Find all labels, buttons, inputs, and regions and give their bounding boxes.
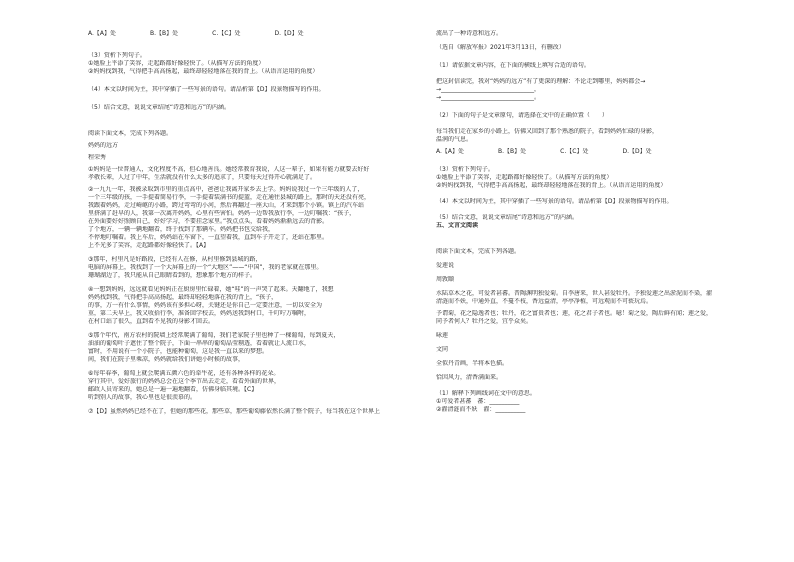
text-line: 重，第二天早上，我又收拾行李，准备回学校去，妈妈送我到村口，千叮咛万嘱咐，: [88, 310, 311, 317]
text-line: 一个三年级的孩，一手提着简易行李，一手提着装满书的提篮，走在通往县城的路上，那时的天还没有亮，: [88, 194, 371, 201]
poem-title: 爱莲说: [436, 262, 455, 269]
text-line: 里挤满了赶早的人，我第一次离开妈妈，心里有些害怕。妈妈一边帮我放行李，一边叮嘱我：“孩子，: [88, 210, 356, 217]
sub-poem-title: 咏莲: [436, 332, 449, 339]
classical-question-1: （1）解释下列画线词在文中的意思。: [436, 390, 536, 397]
right-question-2-body-2: 温润的气息。: [436, 136, 473, 143]
paragraph-3: [88, 256, 408, 280]
sub-poem-line: 全似丹青画，半将本色描。: [436, 360, 509, 367]
question-4: （4）本文以时间为主，其中穿插了一些写景的语句。请品析第【D】段景物描写的作用。: [88, 86, 325, 93]
classical-question-1-b[interactable]: ②濯清涟而不妖 濯：__________: [436, 406, 526, 413]
choice-d[interactable]: D.【D】处: [274, 30, 304, 37]
answer-blank-1[interactable]: →_______________________________，: [436, 86, 541, 93]
question-3-title: （3）赏析下列句子。: [88, 52, 146, 59]
choice-b[interactable]: B.【B】处: [498, 148, 527, 155]
text-line: ①妈妈是一位普通人，文化程度不高，但心地善良。她经常教育我说，人这一辈子，如果有能力就要去好好: [88, 166, 370, 173]
article-author: 程荣秀: [88, 154, 107, 161]
section-heading: 五、文言文阅读: [436, 222, 479, 229]
text-line: 富时，不用说有一个小院子，也能种葡萄，这是我一直以来的梦想。: [88, 348, 269, 355]
text-line: 油油的葡萄叶子遮住了整个院子，下面一串串的葡萄晶莹剔透，看着就让人流口水，: [88, 340, 311, 347]
classical-text-line: 予谓菊，花之隐逸者也；牡丹，花之富贵者也；莲，花之君子者也。噫！菊之爱，陶后鲜有闻；莲之爱，: [436, 310, 713, 317]
paragraph-5: [88, 332, 408, 364]
continued-text: 流出了一种诗意和远方。: [436, 30, 503, 37]
right-question-1: （1）请依据文章内容，在下面的横线上填写合适的语句。: [436, 62, 590, 69]
reading-intro: 阅读下面文本，完成下列各题。: [88, 130, 173, 137]
classical-text-line: 清涟而不妖，中通外直，不蔓不枝，香远益清，亭亭净植，可远观而不可亵玩焉。: [436, 298, 653, 305]
text-line: 电脑的屏幕上，我找到了一个大屏幕上的一个“大地区”——“中国”，我的老家就在那里。: [88, 264, 323, 271]
text-line: 珊瑚湖边了，我只能从自己眼睛看到的，想象那个地方的样子。: [88, 272, 257, 279]
text-line: 孝敬长辈，人过了中年，生活就没有什么太多的追求了，只要每天过得开心就满足了。: [88, 174, 317, 181]
classical-question-1-a[interactable]: ①可爱者甚蕃 蕃：__________: [436, 398, 520, 405]
text-line: 的事，万一有什么事情，妈妈该有多担心呀，关键还是你自己一定要注意，一切以安全为: [88, 302, 323, 309]
text-line: 邮政人员寄来的，她总是一遍一遍地翻看，仿佛身临其境。【C】: [88, 386, 258, 393]
classical-intro: 阅读下面文本，完成下列各题。: [436, 248, 521, 255]
right-question-4: （4）本文以时间为主，其中穿插了一些写景的语句。请品析第【D】段景物描写的作用。: [436, 198, 673, 205]
right-question-3-b: ②妈妈找到我，气得把手高高扬起，最终却轻轻地落在我的背上。（从语言运用的角度）: [436, 182, 667, 189]
paragraph-1-2: [88, 166, 408, 250]
text-line: ②一九九一年，我被录取到市里的重点高中，爸爸让我离开家乡去上学。妈妈说我过一个三年级的人了，: [88, 186, 364, 193]
choice-b[interactable]: B.【B】处: [150, 30, 179, 37]
classical-text-line: 同予者何人？牡丹之爱，宜乎众矣。: [436, 318, 533, 325]
text-line: ④一想到妈妈，远远就看见妈妈正在厨房里忙碌着，她“哇”的一声哭了起来。天翻地了，我想: [88, 286, 334, 293]
text-line: 听到别人的故事，我心里也是很羡慕的。: [88, 394, 197, 401]
source-note: （选自《解放军报》2021年3月13日，有删改）: [436, 44, 565, 51]
right-question-2-body-1: 每当我们走在家乡的小路上，仿佛又回到了那个熟悉的院子，看到妈妈忙碌的身影，: [436, 128, 659, 135]
sub-poem-line: 恰因风力，清香满面来。: [436, 374, 503, 381]
question-5: （5）结合文意，说说文章结尾“诗意和远方”的内涵。: [88, 104, 231, 111]
choice-a[interactable]: A.【A】处: [88, 30, 117, 37]
text-line: 不停地叮嘱着。我上车后，妈妈站在车窗下，一直望着我，直到车子开走了，还站在那里。: [88, 234, 329, 241]
right-question-1-body: 把这封信读完，我对“妈妈的远方”有了更深的理解：不论走到哪里，妈妈都会→: [436, 78, 646, 85]
text-line: 在外面要好好照顾自己，好好学习，不要挂念家里。”我点点头，看着妈妈渐渐远去的背影。: [88, 218, 329, 225]
left-column: [88, 30, 408, 416]
text-line: ③那年，村里凡是好路段，已经有人在修，从村里修到县城的路，: [88, 256, 262, 263]
question-3-b: ②妈妈找到我，气得把手高高扬起，最终却轻轻地落在我的背上。（从语言运用的角度）: [88, 68, 319, 75]
article-title: 妈妈的远方: [88, 142, 119, 149]
text-line: 在村口站了很久，直到看不见我的身影才回去。: [88, 318, 215, 325]
answer-blank-2[interactable]: →_______________________________。: [436, 94, 541, 101]
choice-d[interactable]: D.【D】处: [622, 148, 652, 155]
right-column: [436, 30, 736, 414]
paragraph-6: [88, 370, 408, 402]
choice-c[interactable]: C.【C】处: [560, 148, 589, 155]
right-question-3-a: ①她脸上平添了笑容，走起路都好像轻快了。（从描写方法的角度）: [436, 174, 613, 181]
question-3-a: ①她脸上平添了笑容，走起路都好像轻快了。（从描写方法的角度）: [88, 60, 265, 67]
text-line: 穿行其中，爱好旅行的妈妈总会在这个季节出去走走，看看外面的世界，: [88, 378, 281, 385]
paragraph-7: ⑦【D】虽然妈妈已经不在了，但她的那些花，那些草，那些葡萄藤依然长满了整个院子，每当我在这个世界上: [88, 408, 381, 415]
text-line: 间，我们在院子里乘凉，妈妈就给我们讲她小时候的故事，: [88, 356, 245, 363]
choice-c[interactable]: C.【C】处: [212, 30, 241, 37]
poem-author: 周敦颐: [436, 276, 455, 283]
left-choices: [88, 30, 408, 38]
text-line: 妈妈找到我，气得把手高高扬起，最终却轻轻地落在我的背上，“孩子，: [88, 294, 278, 301]
right-question-2: （2）下面的句子是文章原句，请选择在文中的正确位置（ ）: [436, 112, 608, 119]
text-line: ⑤那个年代，南方农村的院墙上经常爬满了葡萄，我们老家院子里也种了一棵葡萄，每到夏天，: [88, 332, 340, 339]
text-line: ⑥每年春季，葡萄上就会爬满五颜六色的牵牛花，还有各种各样的花朵。: [88, 370, 280, 377]
choice-a[interactable]: A.【A】处: [436, 148, 465, 155]
classical-text-line: 水陆草木之花，可爱者甚蕃。晋陶渊明独爱菊。自李唐来，世人甚爱牡丹。予独爱莲之出淤泥而不染，濯: [436, 290, 713, 297]
right-choices: [436, 148, 736, 156]
right-question-5: （5）结合文意，说说文章结尾“诗意和远方”的内涵。: [436, 214, 579, 221]
paragraph-4: [88, 286, 408, 326]
right-question-3-title: （3）赏析下列句子。: [436, 166, 494, 173]
text-line: 我跟着妈妈，走过崎岖的小路，跨过弯弯的小河，然后再翻过一座大山，才来到那个小镇。镇上的汽车站: [88, 202, 365, 209]
text-line: 了个地方，一辆一辆地翻看，终于找到了那辆车。妈妈把书包交给我，: [88, 226, 275, 233]
text-line: 上不光多了笑容，走起路都好像轻快了。【A】: [88, 242, 210, 249]
sub-poem-author: 文同: [436, 346, 449, 353]
